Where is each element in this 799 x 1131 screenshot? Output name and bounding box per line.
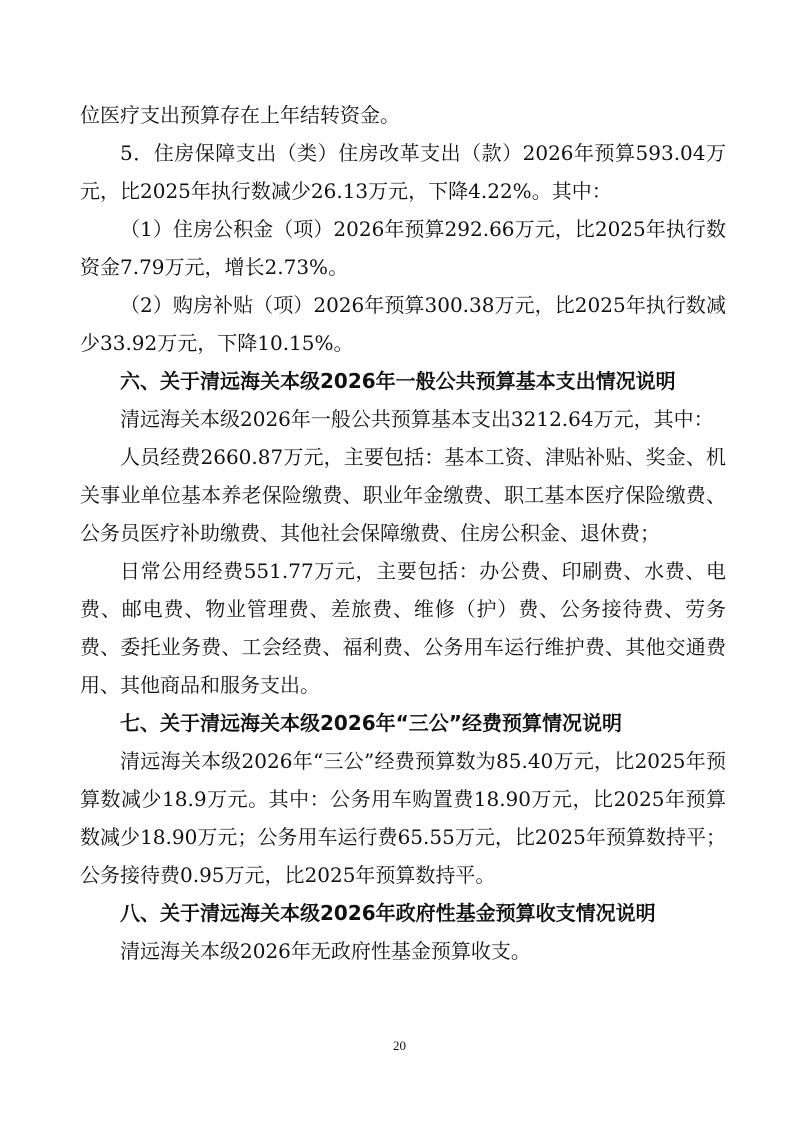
section-heading-three-public: 七、关于清远海关本级2026年“三公”经费预算情况说明 (120, 711, 622, 735)
paragraph-basic-expenditure-total: 清远海关本级2026年一般公共预算基本支出3212.64万元，其中： (120, 407, 714, 431)
paragraph-government-fund: 清远海关本级2026年无政府性基金预算收支。 (120, 939, 531, 963)
paragraph-housing-subsidy: （2）购房补贴（项）2026年预算300.38万元，比2025年执行数减少33.92万元，下降10.15%。 (80, 293, 726, 355)
page-number: 20 (393, 1038, 406, 1053)
paragraph-personnel-expenses: 人员经费2660.87万元，主要包括：基本工资、津贴补贴、奖金、机关事业单位基本养老保险缴费、职业年金缴费、职工基本医疗保险缴费、公务员医疗补助缴费、其他社会保障缴费、住房公积金、退休费； (80, 445, 726, 545)
paragraph-continuation: 位医疗支出预算存在上年结转资金。 (80, 103, 400, 127)
paragraph-housing-fund: （1）住房公积金（项）2026年预算292.66万元，比2025年执行数资金7.79万元，增长2.73%。 (80, 217, 726, 279)
paragraph-housing-security: 5．住房保障支出（类）住房改革支出（款）2026年预算593.04万元，比2025年执行数减少26.13万元，下降4.22%。其中： (80, 141, 726, 203)
paragraph-public-expenses: 日常公用经费551.77万元，主要包括：办公费、印刷费、水费、电费、邮电费、物业管理费、差旅费、维修（护）费、公务接待费、劳务费、委托业务费、工会经费、福利费、公务用车运行维护费、其他交通费用、其他商品和服务支出。 (80, 559, 726, 697)
paragraph-three-public: 清远海关本级2026年“三公”经费预算数为85.40万元，比2025年预算数减少18.9万元。其中：公务用车购置费18.90万元，比2025年预算数减少18.90万元；公务用车运行费65.55万元，比2025年预算数持平；公务接待费0.95万元，比2025年预算数持平。 (80, 749, 726, 887)
section-heading-basic-expenditure: 六、关于清远海关本级2026年一般公共预算基本支出情况说明 (120, 369, 676, 393)
section-heading-government-fund: 八、关于清远海关本级2026年政府性基金预算收支情况说明 (120, 901, 656, 925)
document-body (80, 96, 726, 970)
